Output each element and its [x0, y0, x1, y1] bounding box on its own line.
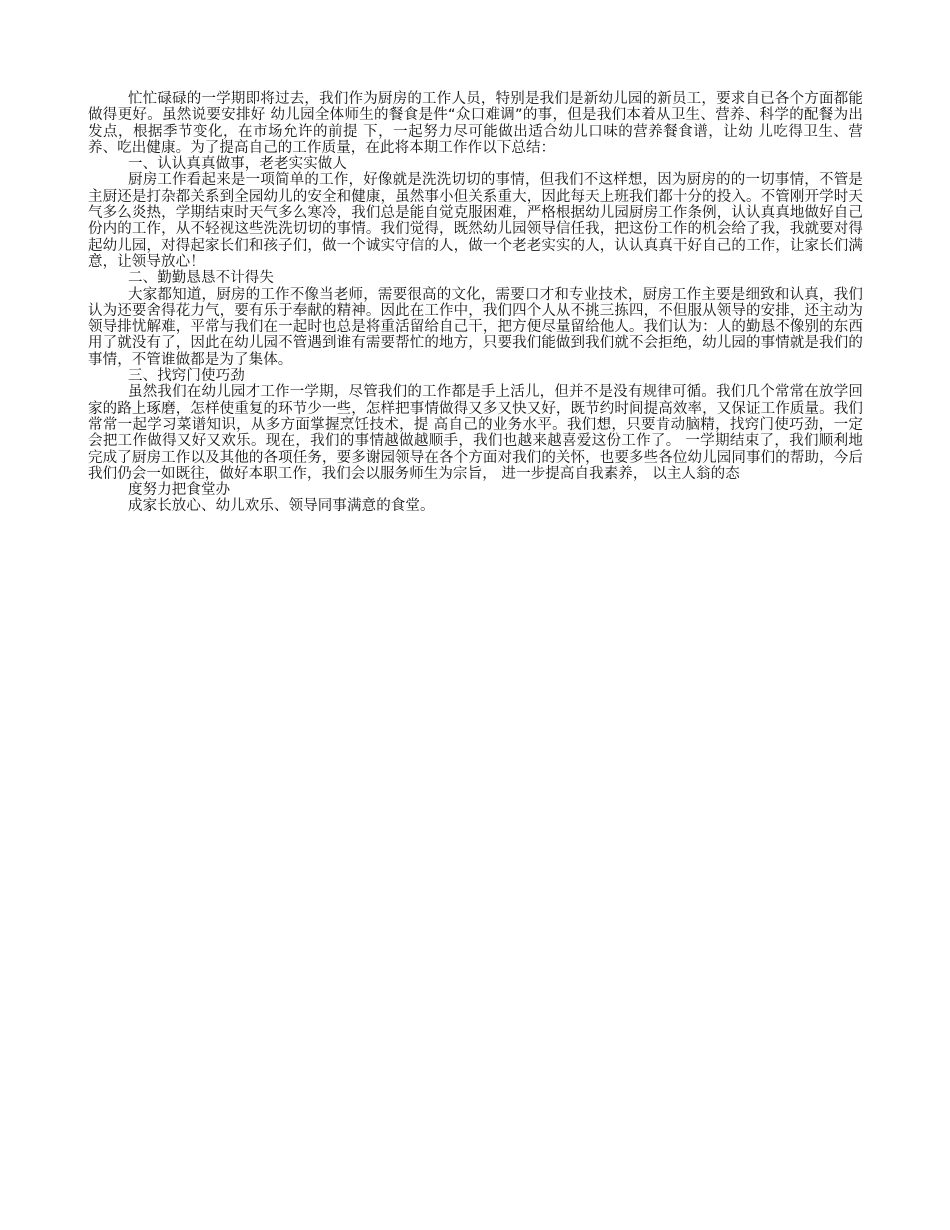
section-heading-2: 二、勤勤恳恳不计得失: [128, 270, 274, 287]
section-2-paragraph: 大家都知道，厨房的工作不像当老师，需要很高的文化，需要口才和专业技术，厨房工作主要是细致和认真，我们认为还要舍得花力气，要有乐于奉献的精神。因此在工作中，我们四个人从不挑三拣四，不但服从领导的安排，还主动为领导排忧解难，平常与我们在一起时也总是将重活留给自己干，把方便尽量留给他人。我们认为：人的勤恳不像别的东西用了就没有了，因此在幼儿园不管遇到谁有需要帮忙的地方，只要我们能做到我们就不会拒绝，幼儿园的事情就是我们的事情，不管谁做都是为了集体。: [88, 286, 863, 368]
section-heading-1: 一、认认真真做事，老老实实做人: [128, 156, 347, 173]
document-body: [88, 91, 863, 515]
section-heading-3: 三、找窍门使巧劲: [128, 368, 245, 385]
closing-line-1: 度努力把食堂办: [128, 482, 231, 499]
section-1-paragraph: 厨房工作看起来是一项简单的工作，好像就是洗洗切切的事情，但我们不这样想，因为厨房的的一切事情，不管是主厨还是打杂都关系到全园幼儿的安全和健康，虽然事小但关系重大，因此每天上班我们都十分的投入。不管刚开学时天气多么炎热，学期结束时天气多么寒冷，我们总是能自觉克服困难，严格根据幼儿园厨房工作条例，认认真真地做好自己份内的工作，从不轻视这些洗洗切切的事情。我们觉得，既然幼儿园领导信任我，把这份工作的机会给了我，我就要对得起幼儿园，对得起家长们和孩子们，做一个诚实守信的人，做一个老老实实的人，认认真真干好自己的工作，让家长们满意，让领导放心！: [88, 172, 863, 270]
section-3-paragraph: 虽然我们在幼儿园才工作一学期，尽管我们的工作都是手上活儿，但并不是没有规律可循。我们几个常常在放学回家的路上琢磨，怎样使重复的环节少一些，怎样把事情做得又多又快又好，既节约时间提高效率，又保证工作质量。我们常常一起学习菜谱知识，从多方面掌握烹饪技术，提 高自己的业务水平。我们想，只要肯动脑精，找窍门使巧劲，一定会把工作做得又好又欢乐。现在，我们的事情越做越顺手，我们也越来越喜爱这份工作了。 一学期结束了，我们顺利地完成了厨房工作以及其他的各项任务，要多谢园领导在各个方面对我们的关怀，也要多些各位幼儿园同事们的帮助，今后我们仍会一如既往，做好本职工作，我们会以服务师生为宗旨， 进一步提高自我素养， 以主人翁的态: [88, 384, 863, 482]
intro-paragraph: 忙忙碌碌的一学期即将过去，我们作为厨房的工作人员，特别是我们是新幼儿园的新员工，要求自已各个方面都能做得更好。虽然说要安排好 幼儿园全体师生的餐食是件“众口难调”的事，但是我们本着从卫生、营养、科学的配餐为出发点，根据季节变化，在市场允许的前提 下，一起努力尽可能做出适合幼儿口味的营养餐食谱，让幼 儿吃得卫生、营养、吃出健康。为了提高自己的工作质量，在此将本期工作作以下总结：: [88, 91, 863, 156]
closing-line-2: 成家长放心、幼儿欢乐、领导同事满意的食堂。: [128, 498, 435, 515]
